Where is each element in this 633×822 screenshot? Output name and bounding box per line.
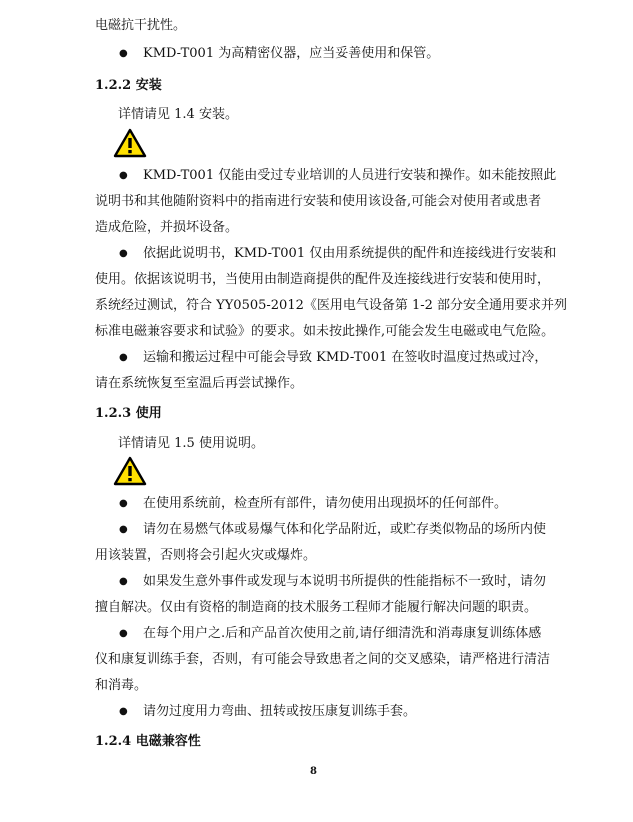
document-page: 电磁抗干扰性。 ● KMD-T001 为高精密仪器，应当妥善使用和保管。 1.2.2 安装 详情请见 1.4 安装。 ● KMD-T001 仅能由受过专业培训的人员进行安装和操作。如未能按照此 说明书和其他随附资料中的指南进行安装和使用该设备,可能会对使用者或患者 造成危险，并损坏设备。 ● 依据此说明书，KMD-T001 仅由用系统提供的配件和连接线进行安装和 使用。依据该说明书，当使用由制造商提供的配件及连接线进行安装和使用时， 系统经过测试，符合 YY0505-2012《医用电气设备第 1-2 部分安全通用要求并列 标准电磁兼容要求和试验》的要求。如未按此操作,可能会发生电磁或电气危险。 ● 运输和搬运过程中可能会导致 KMD-T001 在签收时温度过热或过冷， 请在系统恢复至室温后再尝试操作。 1.2.3 使用 详情请见 1.5 使用说明。 ● 在使用系统前，检查所有部件，请勿使用出现损坏的任何部件。 ● 请勿在易燃气体或易爆气体和化学品附近，或贮存类似物品的场所内使 用该装置，否则将会引起火灾或爆炸。 ● 如果发生意外事件或发现与本说明书所提供的性能指标不一致时，请勿 擅自解决。仅由有资格的制造商的技术服务工程师才能履行解决问题的职责。 ● 在每个用户之.后和产品首次使用之前,请仔细清洗和消毒康复训练体感 仪和康复训练手套，否则，有可能会导致患者之间的交叉感染，请严格进行清洁 和消毒。 ● 请勿过度用力弯曲、扭转或按压康复训练手套。 1.2.4 电磁兼容性 8 — [95, 18, 568, 777]
bullet-continuation: 标准电磁兼容要求和试验》的要求。如未按此操作,可能会发生电磁或电气危险。 — [95, 324, 555, 339]
bullet-icon: ● — [119, 498, 128, 509]
warning-triangle-icon — [113, 128, 147, 158]
reference-text: 详情请见 1.5 使用说明。 — [118, 436, 264, 451]
bullet-continuation: 系统经过测试，符合 YY0505-2012《医用电气设备第 1-2 部分安全通用要求并列 — [95, 298, 568, 313]
bullet-icon: ● — [119, 524, 128, 535]
bullet-continuation: 请在系统恢复至室温后再尝试操作。 — [95, 376, 304, 391]
bullet-icon: ● — [119, 170, 128, 181]
warning-triangle-icon — [113, 456, 147, 486]
section-heading-use: 1.2.3 使用 — [95, 406, 162, 421]
bullet-continuation: 和消毒。 — [95, 678, 148, 693]
bullet-continuation: 说明书和其他随附资料中的指南进行安装和使用该设备,可能会对使用者或患者 — [95, 194, 542, 209]
bullet-icon: ● — [119, 352, 128, 363]
bullet-icon: ● — [119, 628, 128, 639]
reference-text: 详情请见 1.4 安装。 — [118, 107, 238, 122]
paragraph-continuation: 电磁抗干扰性。 — [95, 18, 187, 33]
bullet-continuation: 使用。依据该说明书，当使用由制造商提供的配件及连接线进行安装和使用时， — [95, 272, 551, 287]
bullet-icon: ● — [119, 48, 128, 59]
bullet-continuation: 仪和康复训练手套，否则，有可能会导致患者之间的交叉感染，请严格进行清洁 — [95, 652, 551, 667]
bullet-continuation: 造成危险，并损坏设备。 — [95, 220, 239, 235]
bullet-icon: ● — [119, 248, 128, 259]
bullet-continuation: 擅自解决。仅由有资格的制造商的技术服务工程师才能履行解决问题的职责。 — [95, 600, 538, 615]
section-heading-install: 1.2.2 安装 — [95, 78, 162, 93]
bullet-icon: ● — [119, 706, 128, 717]
bullet-icon: ● — [119, 576, 128, 587]
section-heading-emc: 1.2.4 电磁兼容性 — [95, 734, 201, 749]
page-number: 8 — [310, 766, 317, 777]
bullet-continuation: 用该装置，否则将会引起火灾或爆炸。 — [95, 548, 317, 563]
